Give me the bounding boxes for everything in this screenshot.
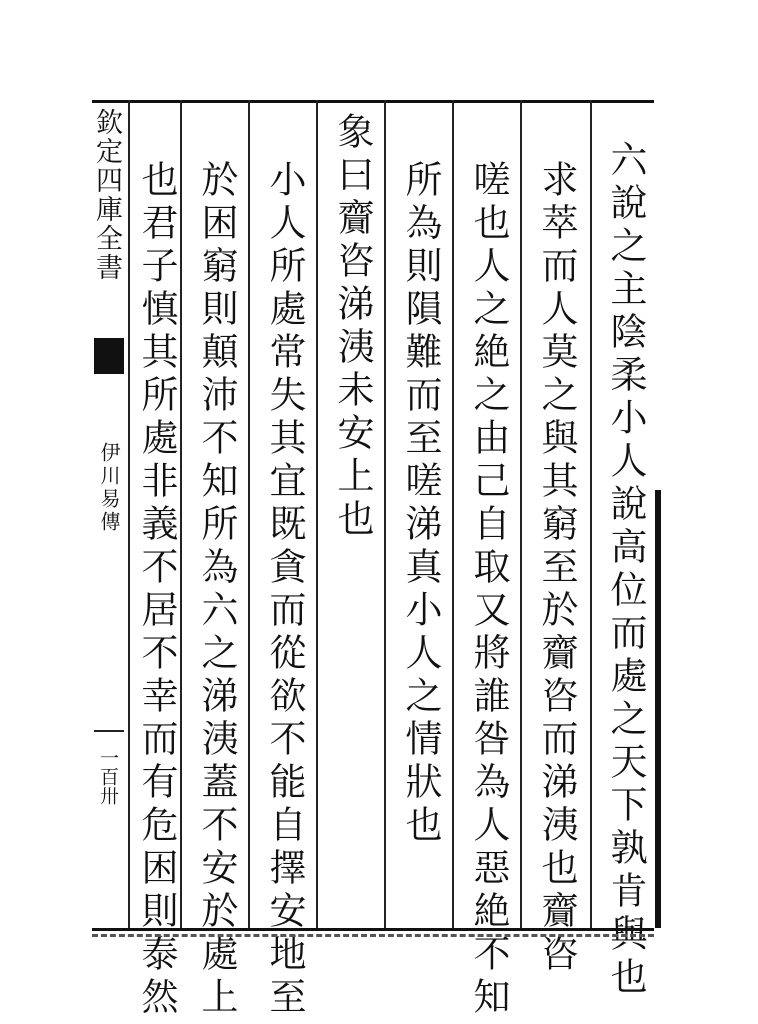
text-column-6: 小人所處常失其宜既貪而從欲不能自擇安地至 <box>263 160 306 1020</box>
fishtail-mark <box>94 338 124 374</box>
column-rule <box>316 100 318 928</box>
margin-chapter-title: 伊川易傳 <box>97 442 121 534</box>
margin-book-title: 欽定四庫全書 <box>91 108 122 282</box>
text-column-5: 象曰齎咨涕洟未安上也 <box>331 112 374 542</box>
text-column-3: 嗟也人之絶之由己自取又將誰咎為人惡絶不知 <box>467 160 510 1020</box>
text-column-8: 也君子慎其所處非義不居不幸而有危困則泰然 <box>135 160 178 1020</box>
column-rule <box>590 100 592 928</box>
bottom-edge <box>92 930 654 937</box>
column-rule <box>452 100 454 928</box>
text-column-2: 求萃而人莫之與其窮至於齎咨而涕洟也齎咨 <box>535 160 578 977</box>
text-column-7: 於困窮則顛沛不知所為六之涕洟蓋不安於處上 <box>195 160 238 1020</box>
text-column-1: 六說之主陰柔小人說高位而處之天下孰肯與也 <box>604 140 647 1000</box>
page-edge-shadow <box>655 490 661 928</box>
column-rule <box>248 100 250 928</box>
margin-folio-number: 一百卅 <box>97 748 119 805</box>
column-rule <box>520 100 522 928</box>
margin-divider <box>94 730 124 732</box>
column-rule <box>384 100 386 928</box>
text-column-4: 所為則隕難而至嗟涕真小人之情狀也 <box>399 160 442 848</box>
